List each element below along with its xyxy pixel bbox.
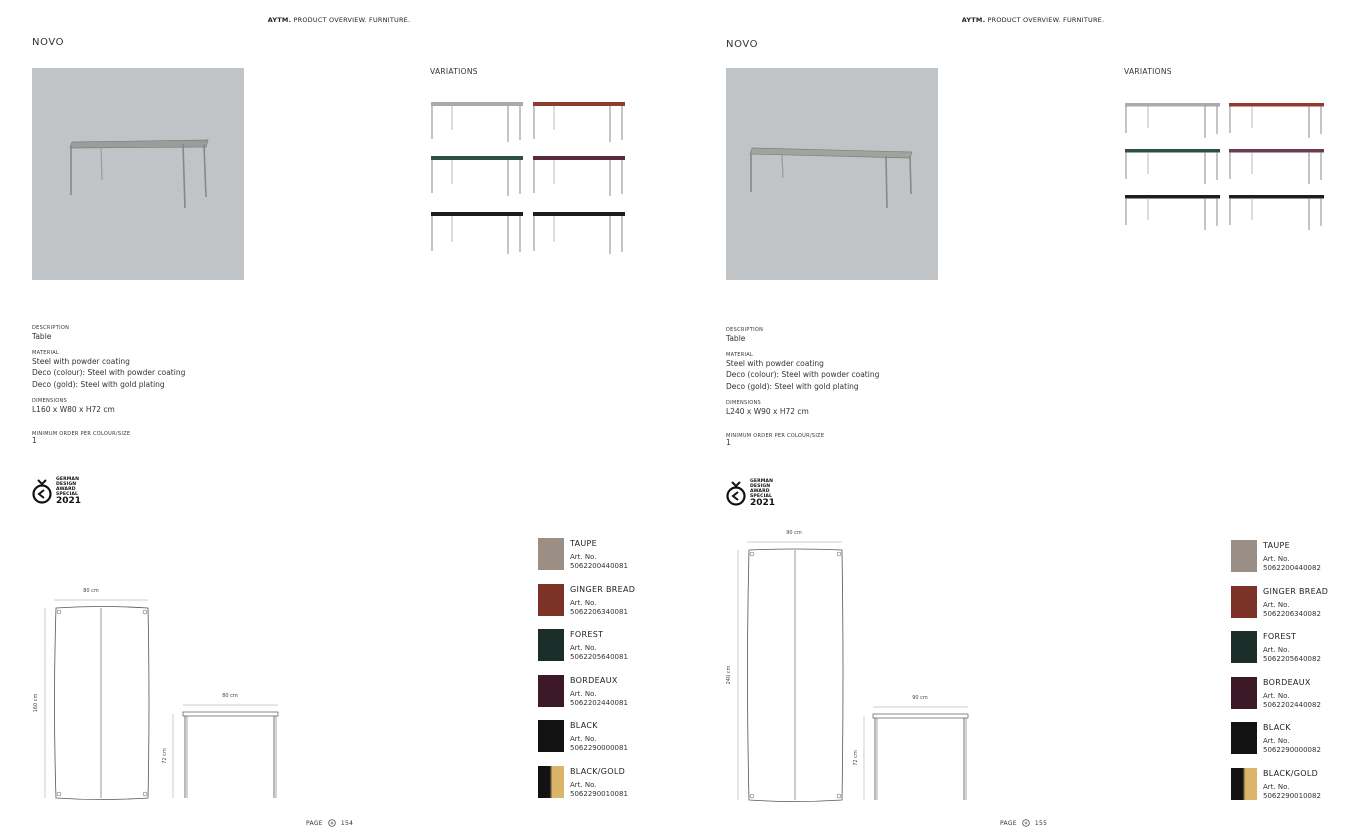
art-no-value: 5062290010081 — [570, 789, 628, 798]
header-subtitle: PRODUCT OVERVIEW. FURNITURE. — [985, 16, 1105, 24]
material-label: MATERIAL — [726, 351, 754, 358]
award-line: DESIGN — [56, 482, 77, 487]
dimensions-text: L160 x W80 x H72 cm — [32, 405, 115, 414]
swatch-name: BLACK/GOLD — [1263, 768, 1319, 778]
swatch-color-ginger-bread — [538, 584, 564, 616]
dimensions-label: DIMENSIONS — [32, 398, 68, 404]
award-line: AWARD — [750, 489, 770, 494]
swatch-name: TAUPE — [1263, 541, 1290, 550]
material-line: Steel with powder coating — [726, 358, 824, 368]
art-no-value: 5062206340081 — [570, 607, 628, 616]
material-line: Steel with powder coating — [32, 356, 130, 366]
award-line: GERMAN — [750, 479, 774, 484]
swatch-item-taupe[interactable] — [1231, 540, 1331, 586]
swatch-name: TAUPE — [570, 539, 597, 548]
swatch-name: BLACK — [1263, 723, 1291, 732]
swatch-item-bordeaux[interactable] — [538, 675, 638, 721]
min-order-value: 1 — [32, 435, 37, 445]
art-no-value: 5062202440082 — [1263, 700, 1321, 709]
header-subtitle: PRODUCT OVERVIEW. FURNITURE. — [291, 16, 411, 24]
description-text: Table — [32, 332, 52, 341]
description-label: DESCRIPTION — [32, 325, 70, 331]
swatch-item-forest[interactable] — [1231, 631, 1331, 677]
top-length-label: 240 cm — [726, 665, 732, 685]
variations-label: VARIATIONS — [1124, 67, 1172, 76]
page-label: PAGE — [306, 819, 323, 827]
swatch-color-black-gold — [1231, 768, 1257, 800]
table-render — [32, 68, 244, 280]
page-footer — [306, 819, 353, 827]
swatch-name: GINGER BREAD — [1263, 586, 1329, 596]
award-line: SPECIAL — [56, 492, 79, 497]
swatch-item-bordeaux[interactable] — [1231, 677, 1331, 723]
variation-ginger-bread[interactable] — [1228, 100, 1326, 140]
art-no-value: 5062290000082 — [1263, 746, 1321, 754]
variation-bordeaux[interactable] — [532, 152, 628, 196]
product-title: NOVO — [32, 37, 65, 48]
hero-product-image — [32, 68, 244, 280]
art-no-label: Art. No. — [1263, 555, 1290, 563]
art-no-label: Art. No. — [570, 780, 597, 789]
art-no-value: 5062205640082 — [1263, 655, 1321, 663]
swatch-name: FOREST — [570, 630, 604, 639]
page-number: 155 — [1034, 819, 1048, 827]
swatch-item-taupe[interactable] — [538, 538, 638, 584]
brand-name: AYTM. — [267, 16, 292, 24]
german-design-award-badge — [726, 479, 775, 508]
technical-drawing — [28, 584, 288, 804]
description-text: Table — [726, 334, 746, 343]
variation-bordeaux[interactable] — [1228, 146, 1326, 186]
min-order-label: MINIMUM ORDER PER COLOUR/SIZE — [32, 430, 131, 437]
technical-drawing — [722, 526, 982, 806]
art-no-label: Art. No. — [1263, 737, 1290, 745]
material-line: Deco (colour): Steel with powder coating — [32, 368, 186, 377]
side-width-label: 80 cm — [222, 693, 238, 699]
catalog-page-right — [694, 0, 1356, 839]
art-no-label: Art. No. — [570, 735, 597, 743]
variation-black-gold[interactable] — [532, 206, 628, 256]
top-width-label: 90 cm — [786, 530, 802, 536]
swatch-name: FOREST — [1263, 632, 1297, 641]
art-no-label: Art. No. — [1263, 691, 1290, 700]
colour-swatch-list — [538, 538, 638, 811]
variation-black-gold[interactable] — [1228, 192, 1326, 232]
side-height-label: 72 cm — [162, 748, 168, 764]
award-logo-icon — [32, 478, 52, 506]
variation-ginger-bread[interactable] — [532, 98, 628, 142]
award-line: AWARD — [56, 487, 76, 492]
swatch-name: GINGER BREAD — [570, 584, 636, 594]
page-mark-icon — [328, 819, 336, 827]
award-line: SPECIAL — [750, 494, 773, 499]
art-no-label: Art. No. — [570, 553, 597, 561]
min-order-label: MINIMUM ORDER PER COLOUR/SIZE — [726, 432, 825, 439]
art-no-label: Art. No. — [1263, 646, 1290, 654]
brand-name: AYTM. — [961, 16, 986, 24]
swatch-color-bordeaux — [538, 675, 564, 707]
min-order-value: 1 — [726, 437, 731, 447]
swatch-name: BORDEAUX — [1263, 677, 1311, 687]
german-design-award-badge — [32, 477, 81, 506]
variation-black[interactable] — [1124, 192, 1222, 232]
dimensions-text: L240 x W90 x H72 cm — [726, 407, 809, 416]
art-no-value: 5062202440081 — [570, 698, 628, 707]
variation-chrome[interactable] — [1124, 100, 1222, 140]
spec-block — [32, 325, 185, 444]
variation-forest[interactable] — [1124, 146, 1222, 186]
page-header — [694, 16, 1356, 24]
art-no-value: 5062200440082 — [1263, 564, 1321, 572]
variations-grid — [1124, 100, 1326, 232]
art-no-label: Art. No. — [570, 644, 597, 652]
variation-chrome[interactable] — [430, 98, 526, 142]
colour-swatch-list — [1231, 540, 1331, 813]
swatch-item-ginger-bread[interactable] — [1231, 586, 1331, 632]
swatch-color-ginger-bread — [1231, 586, 1257, 618]
hero-product-image — [726, 68, 938, 280]
variation-forest[interactable] — [430, 152, 526, 196]
swatch-color-black-gold — [538, 766, 564, 798]
table-render — [726, 68, 938, 280]
swatch-item-black[interactable] — [1231, 722, 1331, 768]
material-label: MATERIAL — [32, 349, 60, 356]
swatch-item-black[interactable] — [538, 720, 638, 766]
art-no-value: 5062205640081 — [570, 653, 628, 661]
side-height-label: 72 cm — [853, 750, 859, 766]
page-label: PAGE — [1000, 819, 1017, 827]
art-no-value: 5062290000081 — [570, 744, 628, 752]
variation-black[interactable] — [430, 206, 526, 256]
art-no-value: 5062200440081 — [570, 562, 628, 570]
award-year: 2021 — [56, 496, 82, 506]
top-width-label: 80 cm — [83, 588, 99, 594]
art-no-label: Art. No. — [570, 689, 597, 698]
art-no-label: Art. No. — [1263, 782, 1290, 791]
page-mark-icon — [1022, 819, 1030, 827]
swatch-item-ginger-bread[interactable] — [538, 584, 638, 630]
swatch-color-black — [1231, 722, 1257, 754]
variations-label: VARIATIONS — [430, 67, 478, 76]
swatch-color-forest — [1231, 631, 1257, 663]
page-footer — [1000, 819, 1047, 827]
swatch-name: BORDEAUX — [570, 675, 618, 685]
swatch-name: BLACK/GOLD — [570, 766, 626, 776]
swatch-item-black-gold[interactable] — [538, 766, 638, 812]
award-line: GERMAN — [56, 477, 80, 482]
page-number: 154 — [340, 819, 354, 827]
product-title: NOVO — [726, 39, 759, 50]
swatch-color-black — [538, 720, 564, 752]
art-no-label: Art. No. — [570, 598, 597, 607]
swatch-item-black-gold[interactable] — [1231, 768, 1331, 814]
spec-block — [726, 327, 879, 446]
art-no-value: 5062206340082 — [1263, 609, 1321, 618]
award-line: DESIGN — [750, 484, 771, 489]
side-width-label: 90 cm — [912, 695, 928, 701]
dimensions-label: DIMENSIONS — [726, 400, 762, 406]
variations-grid — [430, 98, 628, 256]
material-line: Deco (colour): Steel with powder coating — [726, 370, 880, 379]
swatch-item-forest[interactable] — [538, 629, 638, 675]
award-year: 2021 — [750, 498, 776, 508]
swatch-name: BLACK — [570, 721, 598, 730]
material-line: Deco (gold): Steel with gold plating — [726, 381, 859, 391]
swatch-color-taupe — [1231, 540, 1257, 572]
material-line: Deco (gold): Steel with gold plating — [32, 379, 165, 389]
award-logo-icon — [726, 480, 746, 508]
top-length-label: 160 cm — [33, 693, 39, 713]
art-no-label: Art. No. — [1263, 600, 1290, 609]
art-no-value: 5062290010082 — [1263, 791, 1321, 800]
swatch-color-bordeaux — [1231, 677, 1257, 709]
swatch-color-taupe — [538, 538, 564, 570]
swatch-color-forest — [538, 629, 564, 661]
description-label: DESCRIPTION — [726, 327, 764, 333]
page-header — [0, 16, 678, 24]
